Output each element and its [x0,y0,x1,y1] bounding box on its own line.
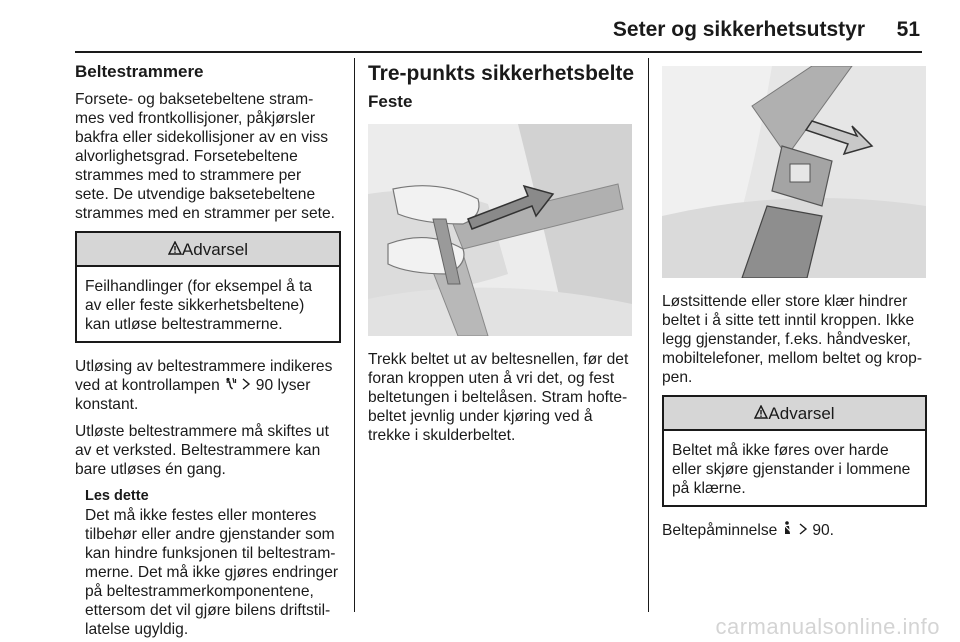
warning-triangle-icon [168,240,182,260]
page-reference-arrow-icon [798,521,808,540]
note-block: Les dette Det må ikke festes eller monteres tilbehør eller andre gjenstander som kan hindre funksjonen til beltestram- merne. Det må ikke gjøres endringer på beltestrammerkomponentene, ettersom det vil gjøre bilens driftstil- latelse ugyldig. [75,487,341,639]
header-rule [75,51,922,53]
reminder-paragraph: Beltepåminnelse 90. [662,522,835,539]
section-heading-belt-tensioners: Beltestrammere [75,62,204,81]
seatbelt-reminder-icon [782,521,794,540]
warning-text: Feilhandlinger (for eksempel å ta av eller feste sikkerhetsbeltene) kan utløse beltestrammerne. [85,278,313,333]
replacement-paragraph: Utløste beltestrammere må skiftes ut av et verksted. Beltestrammere kan bare utløses én gang. [75,423,329,478]
page-reference[interactable]: 90 [255,377,274,394]
chapter-title: Seter og sikkerhetsutstyr [612,18,865,41]
column-divider-1 [354,58,355,612]
column-1 [75,62,341,639]
belt-fastening-illustration [368,124,632,336]
section-heading-three-point-belt: Tre-punkts sikkerhetsbelte [368,62,635,85]
airbag-tensioner-lamp-icon [224,376,237,395]
tensioner-intro-paragraph: Forsete- og baksetebeltene stram- mes ved frontkollisjoner, påkjørsler bakfra eller sidekollisjoner av en viss alvorlighetsgrad. Forsetebeltene strammes med to strammere per sete. De utvendige baksetebeltene strammes med en strammer per sete. [75,91,335,222]
buckle-insertion-illustration [662,66,926,278]
fastening-paragraph: Trekk beltet ut av beltesnellen, før det foran kroppen uten å vri det, og fest beltetungen i beltelåsen. Stram hofte- beltet jevnlig under kjøring ved å trekke i skulderbeltet. [368,351,629,444]
warning-text: Beltet må ikke føres over harde eller skjøre gjenstander i lommene på klærne. [672,442,911,497]
indicator-paragraph: Utløsing av beltestrammere indikeres ved at kontrollampen 90 lyser konstant. [75,358,333,413]
subheading-fastening: Feste [368,92,413,111]
warning-title: Advarsel [768,404,835,423]
warning-box [75,231,341,343]
page-reference-arrow-icon [241,376,251,395]
clothing-paragraph: Løstsittende eller store klær hindrer beltet i å sitte tett inntil kroppen. Ikke legg gjenstander, f.eks. håndvesker, mobiltelefoner, mellom beltet og krop- pen. [662,293,923,386]
warning-header [77,233,339,267]
warning-title: Advarsel [181,240,249,259]
warning-header [664,397,925,431]
column-2 [368,62,634,453]
column-divider-2 [648,58,649,612]
column-3 [662,66,927,548]
page-reference[interactable]: 90. [812,522,835,539]
page-number: 51 [896,18,920,41]
warning-box [662,395,927,507]
watermark: carmanualsonline.info [715,614,940,639]
warning-triangle-icon [754,404,768,424]
note-title: Les dette [85,488,149,504]
